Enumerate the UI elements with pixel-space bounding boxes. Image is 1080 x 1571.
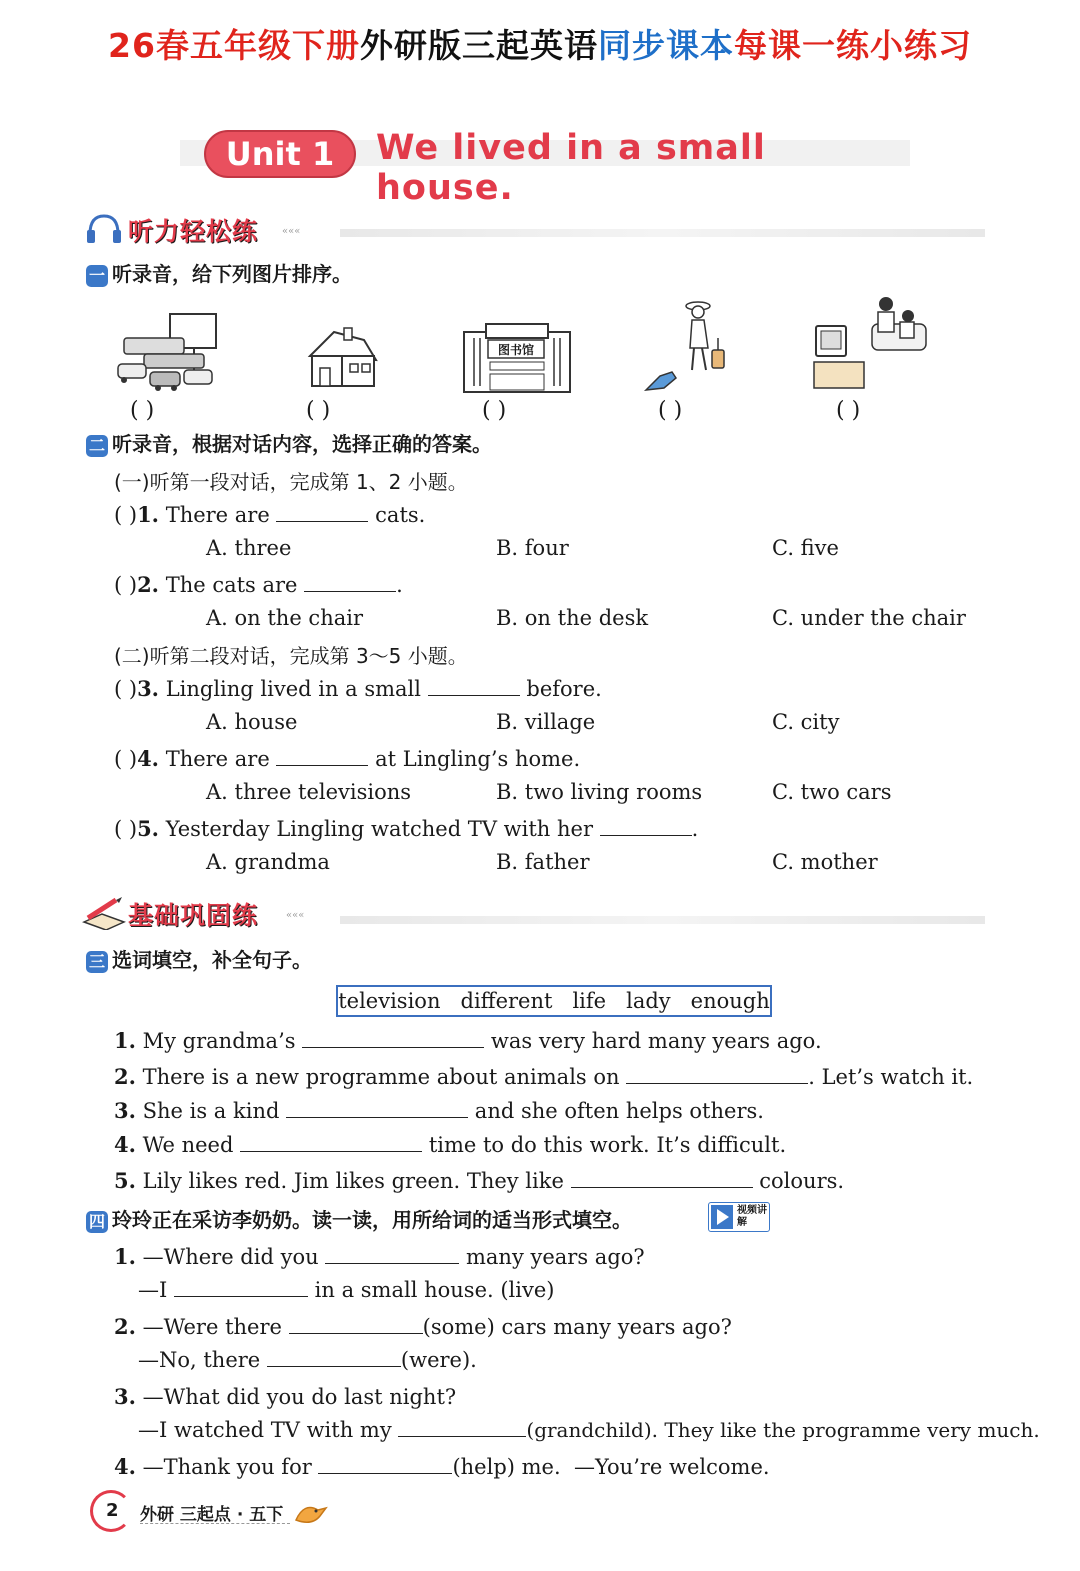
q2-item-5-paren[interactable]: ( ) xyxy=(114,817,138,841)
q2-item-5-option-c[interactable]: C. mother xyxy=(772,850,878,874)
q4-title-text: 玲玲正在采访李奶奶。读一读，用所给词的适当形式填空。 xyxy=(112,1208,632,1232)
q2-item-4-post: at Lingling’s home. xyxy=(375,747,581,771)
unit-header xyxy=(180,122,910,208)
q4-line-4-post: (were). xyxy=(400,1348,477,1372)
q3-item-3-num: 3. xyxy=(114,1098,136,1123)
q2-item-3 xyxy=(114,676,602,701)
q2-item-2-pre: The cats are xyxy=(165,573,298,597)
q3-item-1-blank[interactable] xyxy=(302,1029,484,1048)
q4-line-3-post: (some) cars many years ago? xyxy=(422,1315,732,1339)
q2-item-4-paren[interactable]: ( ) xyxy=(114,747,138,771)
picture-paren-4[interactable]: ( ) xyxy=(658,398,683,423)
q4-line-6-blank[interactable] xyxy=(398,1418,526,1437)
q2-part2-instruction: (二)听第二段对话，完成第 3～5 小题。 xyxy=(114,644,468,668)
q4-line-6-post: (grandchild). They like the programme very much. xyxy=(526,1418,1040,1442)
pencil-book-icon xyxy=(82,896,126,930)
q2-item-5-post: . xyxy=(691,817,699,841)
q2-item-5 xyxy=(114,816,698,841)
q4-line-1-post: many years ago? xyxy=(466,1245,645,1269)
video-explain-label: 视频讲解 xyxy=(737,1205,767,1228)
q4-line-7-num: 4. xyxy=(114,1454,136,1479)
q2-item-3-option-a[interactable]: A. house xyxy=(206,710,298,734)
q3-item-1-num: 1. xyxy=(114,1028,136,1053)
q3-item-5-num: 5. xyxy=(114,1168,136,1193)
q2-item-5-option-b[interactable]: B. father xyxy=(496,850,590,874)
q2-item-5-num: 5. xyxy=(137,816,159,841)
q4-line-1-pre: —Where did you xyxy=(142,1245,319,1269)
q3-item-2-post: . Let’s watch it. xyxy=(808,1065,974,1089)
q4-line-2-pre: —I xyxy=(138,1278,168,1302)
q4-line-2 xyxy=(138,1278,554,1302)
q3-item-5-post: colours. xyxy=(759,1169,845,1193)
unit-title: We lived in a small house. xyxy=(376,128,766,208)
q2-item-1-num: 1. xyxy=(137,502,159,527)
q4-line-1-blank[interactable] xyxy=(325,1245,459,1264)
q3-item-3-pre: She is a kind xyxy=(142,1099,280,1123)
picture-television xyxy=(810,294,930,394)
q2-item-3-post: before. xyxy=(526,677,602,701)
q3-item-4-num: 4. xyxy=(114,1132,136,1157)
unit-badge: Unit 1 xyxy=(204,130,356,178)
q2-item-3-blank[interactable] xyxy=(428,677,520,696)
q4-line-2-blank[interactable] xyxy=(174,1278,308,1297)
section-listening-title: 听力轻松练 xyxy=(128,217,259,246)
q3-item-2 xyxy=(114,1064,973,1089)
word-bank: television different life lady enough xyxy=(336,985,772,1017)
picture-paren-1[interactable]: ( ) xyxy=(130,398,155,423)
q2-part1-instruction: (一)听第一段对话，完成第 1、2 小题。 xyxy=(114,470,468,494)
q2-item-4-option-a[interactable]: A. three televisions xyxy=(206,780,412,804)
q2-item-2-option-c[interactable]: C. under the chair xyxy=(772,606,966,630)
banner-part1: 26春五年级下册 xyxy=(108,26,360,65)
q3-number: 三 xyxy=(86,951,108,973)
q2-item-1-blank[interactable] xyxy=(276,503,368,522)
q2-item-4-option-c[interactable]: C. two cars xyxy=(772,780,892,804)
q3-item-1 xyxy=(114,1028,822,1053)
q2-item-2 xyxy=(114,572,403,597)
q3-item-4-post: time to do this work. It’s difficult. xyxy=(428,1133,787,1157)
banner-part4: 每课一练小练习 xyxy=(733,26,972,65)
q2-item-4-option-b[interactable]: B. two living rooms xyxy=(496,780,703,804)
q2-item-4-blank[interactable] xyxy=(276,747,368,766)
q4-number: 四 xyxy=(86,1211,108,1233)
q2-item-1-option-b[interactable]: B. four xyxy=(496,536,569,560)
q2-item-2-paren[interactable]: ( ) xyxy=(114,573,138,597)
picture-paren-2[interactable]: ( ) xyxy=(306,398,331,423)
q2-item-4-num: 4. xyxy=(137,746,159,771)
q3-item-4-blank[interactable] xyxy=(240,1133,422,1152)
section-basic-dots: ««« xyxy=(286,910,305,921)
q3-title-text: 选词填空，补全句子。 xyxy=(112,948,312,972)
q3-item-3-blank[interactable] xyxy=(286,1099,468,1118)
q2-item-3-pre: Lingling lived in a small xyxy=(165,677,421,701)
section-listening-dots: ««« xyxy=(282,226,301,237)
q2-item-5-blank[interactable] xyxy=(600,817,692,836)
q3-item-4 xyxy=(114,1132,786,1157)
q4-line-1 xyxy=(114,1244,645,1269)
q2-title-text: 听录音，根据对话内容，选择正确的答案。 xyxy=(112,432,492,456)
q4-line-1-num: 1. xyxy=(114,1244,136,1269)
q4-line-7-blank[interactable] xyxy=(318,1455,452,1474)
q4-line-7-pre: —Thank you for xyxy=(142,1455,312,1479)
q2-item-2-blank[interactable] xyxy=(304,573,396,592)
q2-item-1-post: cats. xyxy=(375,503,426,527)
footer-bird-icon xyxy=(294,1500,328,1526)
q4-line-6-pre: —I watched TV with my xyxy=(138,1418,392,1442)
q1-number: 一 xyxy=(86,265,108,287)
q2-item-2-num: 2. xyxy=(137,572,159,597)
q3-item-5 xyxy=(114,1168,844,1193)
q4-line-3 xyxy=(114,1314,732,1339)
q4-line-4-pre: —No, there xyxy=(138,1348,261,1372)
play-icon xyxy=(711,1205,733,1229)
q1-title-text: 听录音，给下列图片排序。 xyxy=(112,262,352,286)
q1-title xyxy=(86,258,352,287)
q3-item-3 xyxy=(114,1098,764,1123)
picture-house xyxy=(304,326,380,388)
picture-library xyxy=(462,322,572,394)
q4-line-7 xyxy=(114,1454,770,1479)
banner-part3: 同步课本 xyxy=(597,26,734,65)
q2-item-3-paren[interactable]: ( ) xyxy=(114,677,138,701)
q2-title xyxy=(86,428,492,457)
q4-line-6 xyxy=(138,1418,1040,1442)
q3-item-2-blank[interactable] xyxy=(626,1065,808,1084)
q4-line-3-blank[interactable] xyxy=(289,1315,423,1334)
picture-lady xyxy=(640,298,740,394)
library-sign: 图书馆 xyxy=(497,343,534,357)
q2-item-3-option-b[interactable]: B. village xyxy=(496,710,596,734)
q2-item-2-option-a[interactable]: A. on the chair xyxy=(206,606,363,630)
q3-item-1-post: was very hard many years ago. xyxy=(490,1029,822,1053)
q4-line-7-post: (help) me. —You’re welcome. xyxy=(452,1455,770,1479)
q4-line-5-num: 3. xyxy=(114,1384,136,1409)
picture-traffic xyxy=(110,310,220,392)
video-explain-button[interactable] xyxy=(708,1202,770,1232)
q3-item-1-pre: My grandma’s xyxy=(142,1029,296,1053)
q2-item-5-option-a[interactable]: A. grandma xyxy=(206,850,330,874)
page-banner xyxy=(0,20,1080,67)
q2-item-2-option-b[interactable]: B. on the desk xyxy=(496,606,649,630)
q2-item-1-option-c[interactable]: C. five xyxy=(772,536,839,560)
q4-line-3-num: 2. xyxy=(114,1314,136,1339)
q4-line-5 xyxy=(114,1384,456,1409)
q3-item-4-pre: We need xyxy=(142,1133,234,1157)
q2-item-3-num: 3. xyxy=(137,676,159,701)
footer-underline xyxy=(140,1523,290,1524)
q4-line-4-blank[interactable] xyxy=(267,1348,401,1367)
section-basic-title: 基础巩固练 xyxy=(128,901,259,930)
section-basic-line xyxy=(340,916,985,924)
q4-title xyxy=(86,1204,632,1233)
q2-item-4-pre: There are xyxy=(165,747,270,771)
q4-line-5-pre: —What did you do last night? xyxy=(142,1385,457,1409)
q4-line-3-pre: —Were there xyxy=(142,1315,282,1339)
q2-item-1-pre: There are xyxy=(165,503,270,527)
q2-item-1-option-a[interactable]: A. three xyxy=(206,536,292,560)
q4-line-4 xyxy=(138,1348,477,1372)
q2-item-3-option-c[interactable]: C. city xyxy=(772,710,840,734)
q2-item-2-post: . xyxy=(396,573,403,597)
q3-item-2-pre: There is a new programme about animals on xyxy=(142,1065,620,1089)
banner-part2: 外研版三起英语 xyxy=(359,26,598,65)
picture-paren-3[interactable]: ( ) xyxy=(482,398,507,423)
q2-item-1 xyxy=(114,502,425,527)
section-listening-line xyxy=(340,229,985,237)
picture-paren-5[interactable]: ( ) xyxy=(836,398,861,423)
q3-item-5-blank[interactable] xyxy=(571,1169,753,1188)
q4-line-2-post: in a small house. (live) xyxy=(314,1278,555,1302)
q3-title xyxy=(86,944,312,973)
q2-number: 二 xyxy=(86,435,108,457)
q3-item-3-post: and she often helps others. xyxy=(474,1099,764,1123)
q3-item-5-pre: Lily likes red. Jim likes green. They like xyxy=(142,1169,564,1193)
page-number: 2 xyxy=(106,1500,119,1521)
q2-item-4 xyxy=(114,746,580,771)
footer-book-label: 外研 三起点 · 五下 xyxy=(140,1505,284,1525)
q2-item-5-pre: Yesterday Lingling watched TV with her xyxy=(165,817,593,841)
q2-item-1-paren[interactable]: ( ) xyxy=(114,503,138,527)
q3-item-2-num: 2. xyxy=(114,1064,136,1089)
headphones-icon xyxy=(84,212,124,246)
